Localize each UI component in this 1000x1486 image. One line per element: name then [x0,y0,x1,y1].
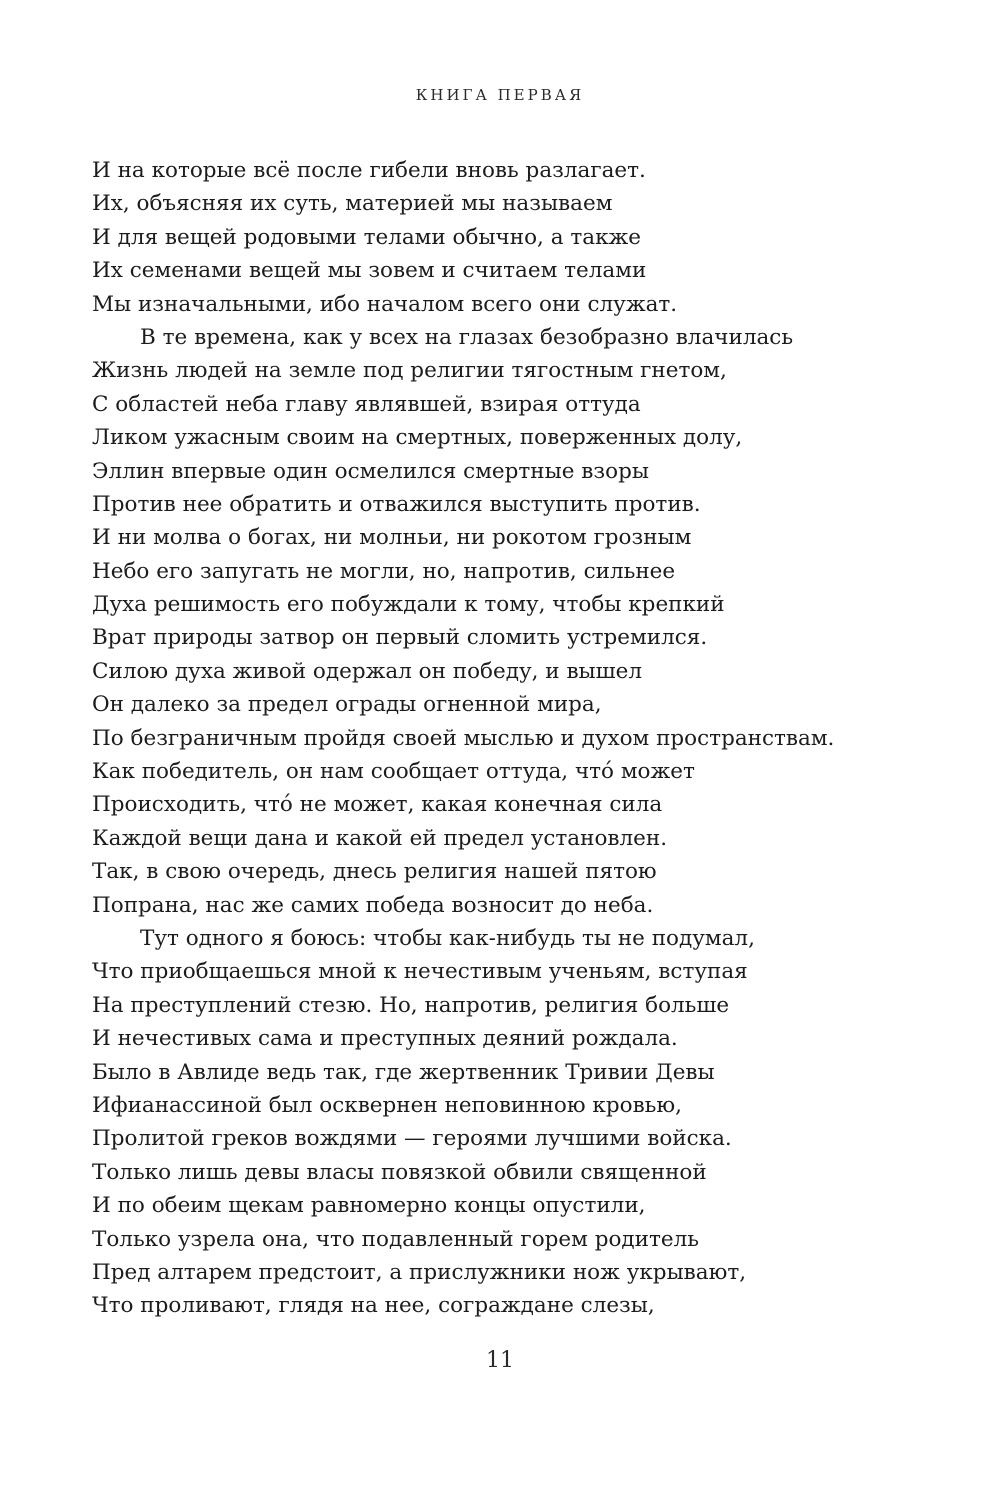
poem-line: И ни молва о богах, ни молньи, ни рокотом грозным [92,525,692,551]
poem-line: Только узрела она, что подавленный горем родитель [92,1226,699,1252]
poem-line: Против нее обратить и отважился выступить против. [92,491,701,517]
poem-line: Их, объясняя их суть, материей мы называем [92,191,613,217]
poem-line: И по обеим щекам равномерно концы опустили, [92,1193,646,1219]
poem-line: Эллин впервые один осмелился смертные взоры [92,458,649,484]
poem-line: Ликом ужасным своим на смертных, поверженных долу, [92,425,743,451]
poem-line: Каждой вещи дана и какой ей предел установлен. [92,825,668,851]
poem-text [92,154,932,1323]
poem-line: Только лишь девы власы повязкой обвили священной [92,1159,707,1185]
poem-line: Он далеко за предел ограды огненной мира, [92,692,602,718]
running-header: КНИГА ПЕРВАЯ [415,86,585,104]
poem-line: Силою духа живой одержал он победу, и вышел [92,658,643,684]
poem-line: Происходить, что́ не может, какая конечная сила [92,792,663,818]
poem-line: И на которые всё после гибели вновь разлагает. [92,158,646,183]
poem-line: Ифианассиной был осквернен неповинною кровью, [92,1092,682,1118]
poem-line: Пред алтарем предстоит, а прислужники нож укрывают, [92,1259,747,1285]
poem-line: Что приобщаешься мной к нечестивым ученьям, вступая [92,959,748,985]
poem-line: И нечестивых сама и преступных деяний рождала. [92,1026,678,1052]
poem-line: Тут одного я боюсь: чтобы как-нибудь ты не подумал, [140,925,755,951]
poem-line: По безграничным пройдя своей мыслью и духом пространствам. [92,725,835,751]
poem-line: Что проливают, глядя на нее, сограждане слезы, [92,1293,655,1319]
poem-line: Было в Авлиде ведь так, где жертвенник Тривии Девы [92,1059,715,1085]
poem-line: Небо его запугать не могли, но, напротив, сильнее [92,558,676,584]
poem-line: Пролитой греков вождями — героями лучшими войска. [92,1126,732,1152]
poem-line: На преступлений стезю. Но, напротив, религия больше [92,992,730,1018]
poem-line: Попрана, нас же самих победа возносит до неба. [92,892,654,918]
poem-line: Мы изначальными, ибо началом всего они служат. [92,291,678,317]
poem-line: Врат природы затвор он первый сломить устремился. [92,625,708,651]
poem-line: В те времена, как у всех на глазах безобразно влачилась [140,324,794,350]
poem-line: Духа решимость его побуждали к тому, чтобы крепкий [92,592,725,618]
poem-line: И для вещей родовыми телами обычно, а также [92,224,642,250]
poem-line: Так, в свою очередь, днесь религия нашей пятою [92,859,657,885]
poem-line: С областей неба главу являвшей, взирая оттуда [92,391,641,417]
poem-line: Как победитель, он нам сообщает оттуда, что́ может [92,759,695,785]
poem-line: Их семенами вещей мы зовем и считаем телами [92,258,647,284]
poem-line: Жизнь людей на земле под религии тягостным гнетом, [92,358,727,384]
page-number: 11 [486,1348,514,1373]
